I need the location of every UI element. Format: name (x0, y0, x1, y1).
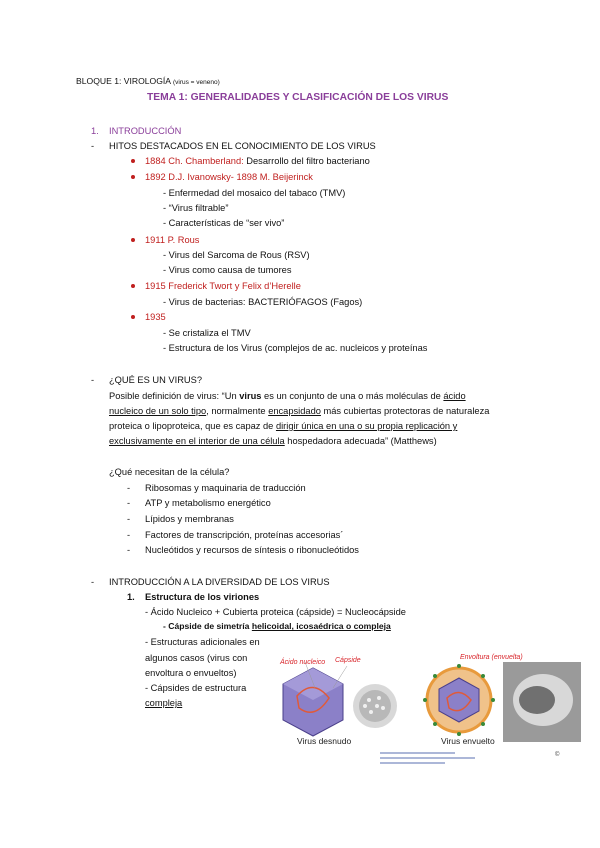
def-text: hospedadora adecuada” (Matthews) (284, 436, 437, 446)
milestone-1915: 1915 Frederick Twort y Felix d’Herelle (145, 281, 301, 291)
def-underlined: ácido (443, 391, 466, 401)
dash-bullet: - (91, 375, 95, 385)
dash-bullet: - (127, 530, 131, 540)
milestone-desc: Desarrollo del filtro bacteriano (243, 156, 370, 166)
definition-line-2 (109, 405, 489, 417)
milestone-sub: - Se cristaliza el TMV (163, 328, 251, 338)
def-text: Posible definición de virus: “Un (109, 391, 240, 401)
milestone-date: 1884 Ch. Chamberland: (145, 156, 244, 166)
bullet-dot (131, 159, 135, 163)
needs-title: ¿Qué necesitan de la célula? (109, 467, 230, 477)
need-item: Factores de transcripción, proteínas accesorias´ (145, 530, 344, 540)
diversidad-title: INTRODUCCIÓN A LA DIVERSIDAD DE LOS VIRUS (109, 577, 330, 587)
milestone-sub: - Enfermedad del mosaico del tabaco (TMV) (163, 188, 346, 198)
milestone-sub: - Características de “ser vivo” (163, 218, 285, 228)
naked-virus-drawing (283, 662, 347, 736)
dash-bullet: - (91, 577, 95, 587)
milestone-sub: - Virus del Sarcoma de Rous (RSV) (163, 250, 310, 260)
definition-line-4 (109, 435, 437, 447)
bullet-dot (131, 284, 135, 288)
label-capsid: Cápside (335, 657, 361, 664)
label-envelope: Envoltura (envuelta) (460, 654, 523, 661)
sub-number: 1. (127, 592, 135, 602)
extra-line: envoltura o envueltos) (145, 668, 237, 678)
need-item: Nucleótidos y recursos de síntesis o ribonucleótidos (145, 545, 359, 555)
block-label: BLOQUE 1: VIROLOGÍA (76, 76, 171, 86)
bullet-dot (131, 238, 135, 242)
hitos-title: HITOS DESTACADOS EN EL CONOCIMIENTO DE LOS VIRUS (109, 141, 376, 151)
def-bold: virus (239, 391, 262, 401)
milestone-1892: 1892 D.J. Ivanowsky- 1898 M. Beijerinck (145, 172, 313, 182)
caption-naked-virus: Virus desnudo (297, 736, 352, 746)
need-item: Ribosomas y maquinaria de traducción (145, 483, 306, 493)
def-text: más cubiertas protectoras de naturaleza (320, 406, 490, 416)
extra-line: - Cápsides de estructura (145, 683, 247, 693)
block-note: (virus = veneno) (172, 79, 220, 86)
def-underlined: encapsidado (268, 406, 321, 416)
dash-bullet: - (127, 514, 131, 524)
need-item: Lípidos y membranas (145, 514, 234, 524)
section-number: 1. (91, 126, 99, 136)
milestone-sub: - Virus como causa de tumores (163, 265, 292, 275)
milestone-sub: - “Virus filtrable” (163, 203, 229, 213)
def-text: , normalmente (206, 406, 269, 416)
capsid-types: helicoidal, icosaédrica o compleja (251, 621, 391, 631)
def-underlined: exclusivamente en el interior de una célula (109, 436, 285, 446)
enveloped-virus-drawing (423, 664, 495, 736)
compleja-word: compleja (145, 698, 183, 708)
page-title: TEMA 1: GENERALIDADES Y CLASIFICACIÓN DE LOS VIRUS (147, 92, 449, 103)
milestone-sub: - Estructura de los Virus (complejos de ac. nucleicos y proteínas (163, 343, 428, 353)
milestone-1935: 1935 (145, 312, 166, 322)
capsid-symmetry (163, 621, 391, 632)
que-es-title: ¿QUÉ ES UN VIRUS? (109, 375, 202, 385)
bullet-dot (131, 175, 135, 179)
dash-bullet: - (91, 141, 95, 151)
capsid-text: - Cápside de simetría (163, 621, 252, 631)
extra-line: algunos casos (virus con (145, 653, 248, 663)
def-text: proteica o lipoproteica, que es capaz de (109, 421, 276, 431)
dash-bullet: - (127, 545, 131, 555)
definition-line-3 (109, 420, 457, 432)
block-heading (76, 76, 220, 88)
dash-bullet: - (127, 483, 131, 493)
def-underlined: dirigir única en una o su propia replicación y (275, 421, 458, 431)
formula-line: - Ácido Nucleico + Cubierta proteica (cápside) = Nucleocápside (145, 607, 406, 617)
sub-title: Estructura de los viriones (145, 592, 260, 602)
dash-bullet: - (127, 498, 131, 508)
definition-line-1 (109, 390, 466, 402)
virus-structure-figure (275, 648, 585, 766)
need-item: ATP y metabolismo energético (145, 498, 271, 508)
milestone-sub: - Virus de bacterias: BACTERIÓFAGOS (Fagos) (163, 297, 363, 307)
def-underlined: nucleico de un solo tipo (109, 406, 207, 416)
label-nucleic-acid: Ácido nucleico (280, 659, 326, 666)
extra-line: - Estructuras adicionales en (145, 637, 260, 647)
milestone-1884 (145, 155, 370, 167)
milestone-1911: 1911 P. Rous (145, 235, 200, 245)
bullet-dot (131, 315, 135, 319)
def-text: es un conjunto de una o más moléculas de (261, 391, 444, 401)
figure-credit: © (555, 752, 560, 758)
caption-enveloped-virus: Virus envuelto (441, 736, 495, 746)
section-intro-title: INTRODUCCIÓN (109, 126, 182, 136)
